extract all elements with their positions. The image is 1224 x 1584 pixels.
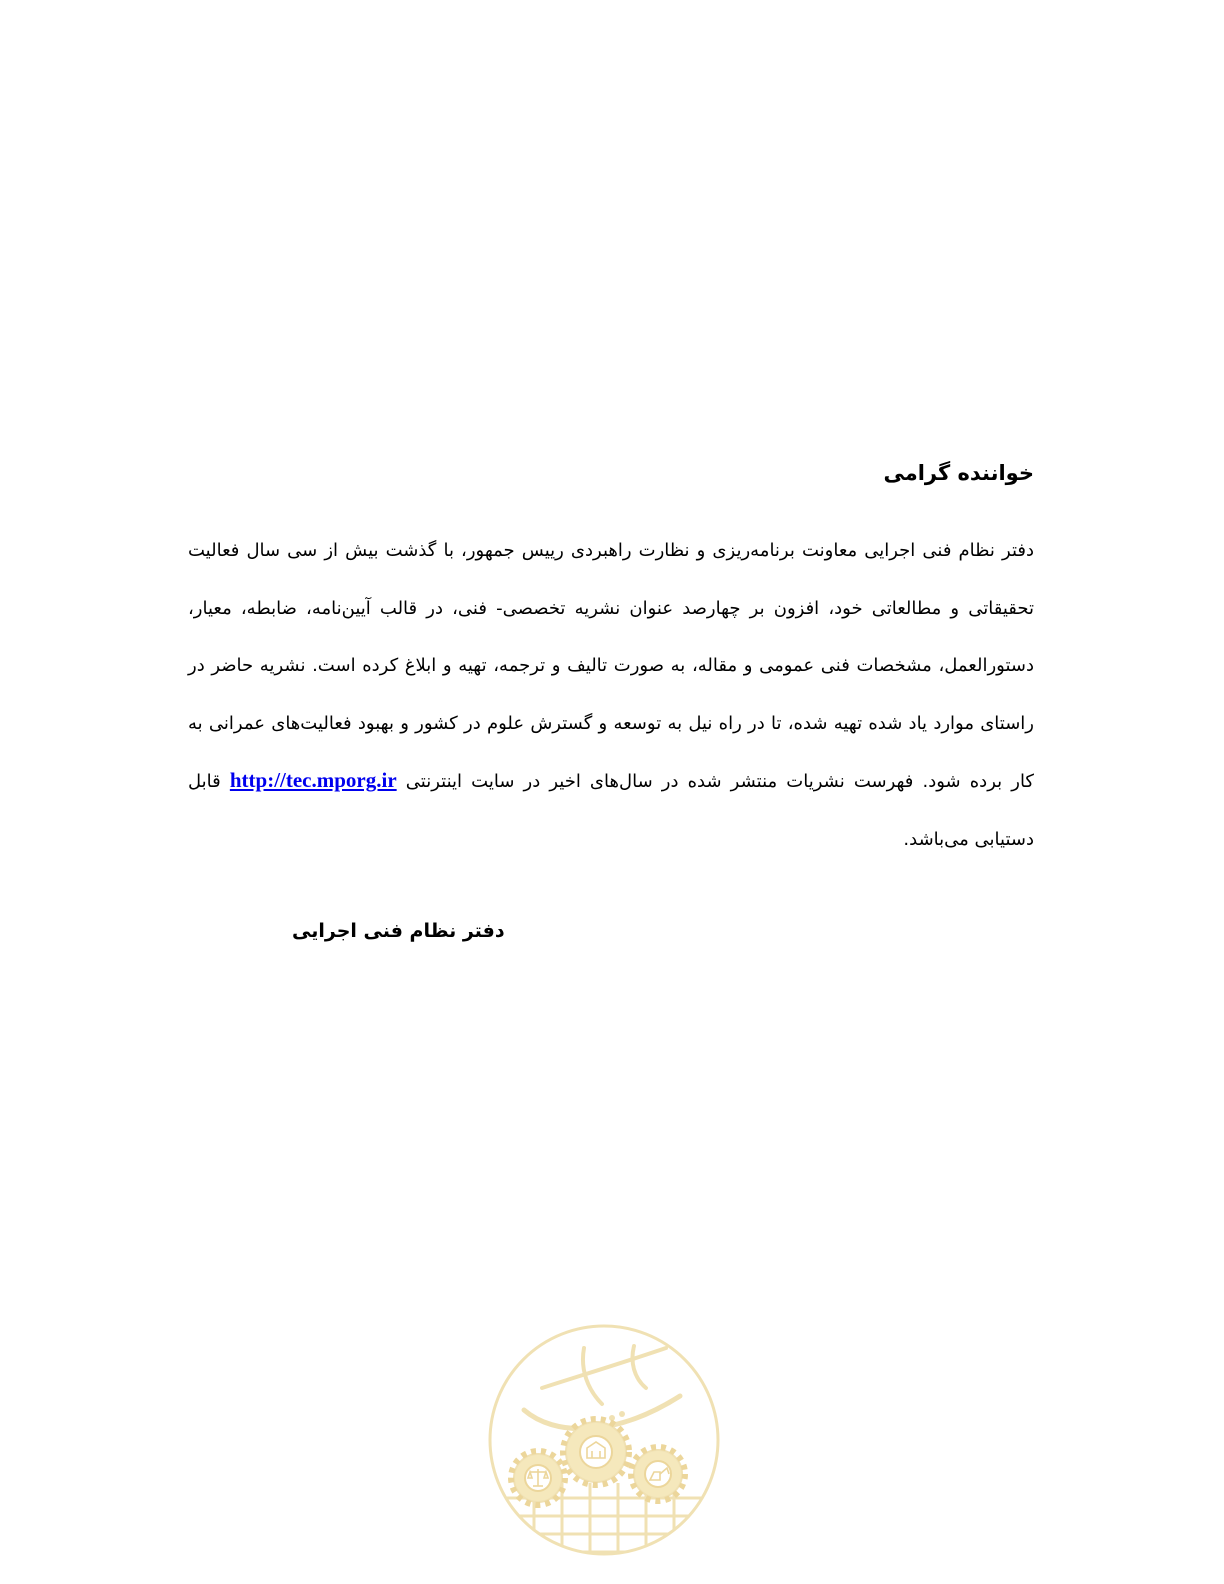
body-paragraph [188,522,1034,869]
watermark-logo [484,1318,724,1584]
letter-heading: خواننده گرامی [883,461,1034,485]
paragraph-tail: قابل دستیابی می‌باشد. [188,771,1034,850]
paragraph-text: دفتر نظام فنی اجرایی معاونت برنامه‌ریزی و نظارت راهبردی رییس جمهور، با گذشت بیش از سی سال فعالیت تحقیقاتی و مطالعاتی خود، افزون بر چهارصد عنوان نشریه تخصصی- فنی، در قالب آیین‌نامه، ضابطه، معیار، دستورالعمل، مشخصات فنی عمومی و مقاله، به صورت تالیف و ترجمه، تهیه و ابلاغ کرده است. نشریه حاضر در راستای موارد یاد شده تهیه شده، تا در راه نیل به توسعه و گسترش علوم در کشور و بهبود فعالیت‌های عمرانی به کار برده شود. فهرست نشریات منتشر شده در سال‌های اخیر در سایت اینترنتی [188,540,1034,793]
website-link[interactable]: http://tec.mporg.ir [229,768,397,793]
signature: دفتر نظام فنی اجرایی [292,920,505,942]
